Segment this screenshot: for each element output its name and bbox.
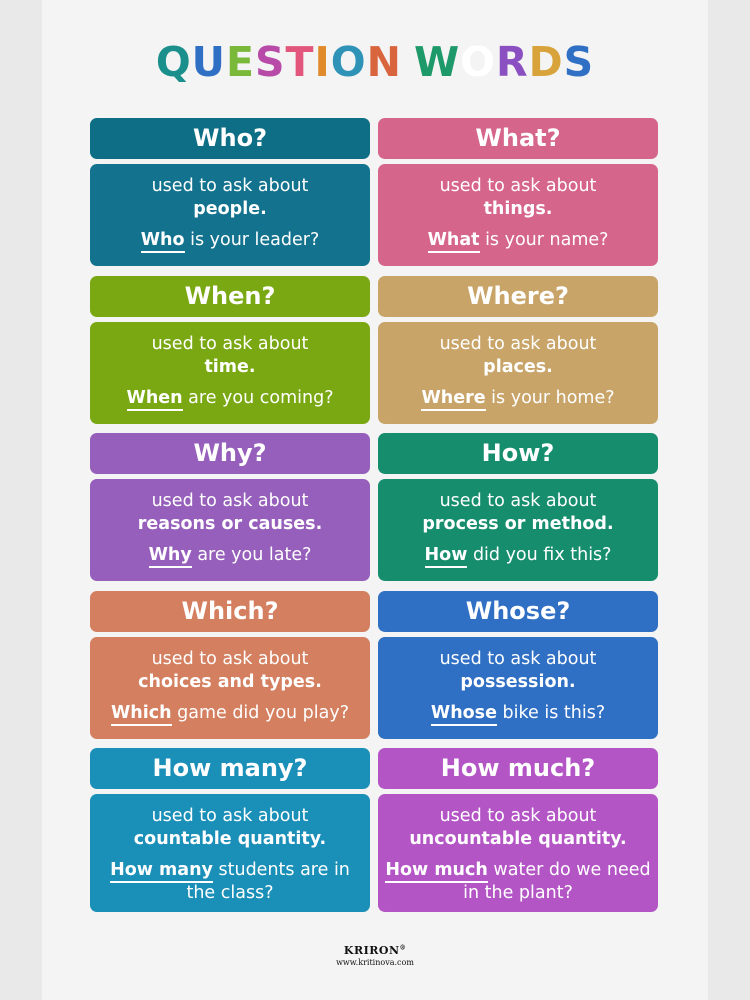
description-topic: people. <box>193 199 267 219</box>
example-keyword: When <box>127 388 183 411</box>
example-rest: game did you play? <box>171 703 350 723</box>
example-keyword: Whose <box>431 703 497 726</box>
card-heading: Who? <box>90 118 370 159</box>
question-card <box>378 591 658 723</box>
example-sentence <box>378 859 658 905</box>
question-card <box>90 118 370 250</box>
title-letter: I <box>314 38 331 86</box>
example-keyword: Who <box>141 230 185 253</box>
example-keyword: How much <box>385 860 487 883</box>
card-description <box>378 805 658 851</box>
example-keyword: How <box>425 545 468 568</box>
example-rest: students are in the class? <box>186 860 350 903</box>
brand-footer <box>0 944 750 967</box>
title-letter: Q <box>155 38 192 86</box>
card-body <box>90 794 370 912</box>
question-card <box>90 433 370 565</box>
example-sentence <box>90 229 370 252</box>
description-line: used to ask about <box>151 491 309 511</box>
brand-name: KRIRON <box>343 944 400 957</box>
title-letter: U <box>191 38 226 86</box>
card-body <box>90 164 370 266</box>
card-body <box>378 479 658 581</box>
title-letter: R <box>496 38 529 86</box>
example-rest: is your leader? <box>184 230 320 250</box>
card-heading: Whose? <box>378 591 658 632</box>
card-description <box>378 333 658 379</box>
card-description <box>378 175 658 221</box>
question-card <box>378 276 658 408</box>
question-card <box>378 433 658 565</box>
example-sentence <box>90 387 370 410</box>
description-line: used to ask about <box>151 649 309 669</box>
description-topic: reasons or causes. <box>137 514 323 534</box>
title-letter: N <box>366 38 402 86</box>
card-heading: What? <box>378 118 658 159</box>
card-body <box>378 794 658 912</box>
example-rest: did you fix this? <box>467 545 612 565</box>
title-letter: W <box>413 38 461 86</box>
card-heading: Why? <box>90 433 370 474</box>
title-letter: T <box>285 38 315 86</box>
description-topic: time. <box>204 357 256 377</box>
example-rest: is your home? <box>485 388 615 408</box>
example-keyword: Which <box>111 703 172 726</box>
brand-url: www.kritinova.com <box>336 958 414 967</box>
card-heading: Where? <box>378 276 658 317</box>
example-sentence <box>378 544 658 567</box>
example-rest: bike is this? <box>496 703 606 723</box>
example-sentence <box>378 387 658 410</box>
example-sentence <box>378 702 658 725</box>
example-rest: are you coming? <box>182 388 334 408</box>
title-letter: O <box>330 38 367 86</box>
example-sentence <box>378 229 658 252</box>
card-body <box>90 637 370 739</box>
example-sentence <box>90 544 370 567</box>
example-keyword: Where <box>421 388 485 411</box>
card-heading: How much? <box>378 748 658 789</box>
example-keyword: Why <box>149 545 192 568</box>
card-heading: Which? <box>90 591 370 632</box>
description-line: used to ask about <box>439 649 597 669</box>
title-letter: O <box>460 38 497 86</box>
description-topic: uncountable quantity. <box>409 829 627 849</box>
title-letter <box>402 38 414 86</box>
description-line: used to ask about <box>439 491 597 511</box>
page-title <box>0 38 750 86</box>
card-description <box>90 333 370 379</box>
question-card <box>90 591 370 723</box>
card-body <box>90 479 370 581</box>
description-line: used to ask about <box>439 806 597 826</box>
card-heading: How many? <box>90 748 370 789</box>
title-letter: S <box>563 38 595 86</box>
card-description <box>378 490 658 536</box>
description-line: used to ask about <box>439 334 597 354</box>
description-topic: possession. <box>460 672 576 692</box>
example-rest: water do we need in the plant? <box>463 860 651 903</box>
example-rest: is your name? <box>479 230 609 250</box>
question-card <box>90 748 370 903</box>
card-heading: When? <box>90 276 370 317</box>
brand-mark: ® <box>399 944 407 952</box>
example-keyword: What <box>428 230 480 253</box>
question-card <box>378 748 658 903</box>
description-line: used to ask about <box>151 334 309 354</box>
question-card <box>90 276 370 408</box>
title-letter: E <box>225 38 255 86</box>
card-description <box>90 648 370 694</box>
description-line: used to ask about <box>151 176 309 196</box>
example-sentence <box>90 859 370 905</box>
description-topic: choices and types. <box>138 672 322 692</box>
example-rest: are you late? <box>191 545 312 565</box>
card-body <box>378 637 658 739</box>
card-description <box>90 490 370 536</box>
description-line: used to ask about <box>151 806 309 826</box>
description-topic: things. <box>483 199 553 219</box>
description-topic: countable quantity. <box>133 829 327 849</box>
description-line: used to ask about <box>439 176 597 196</box>
description-topic: process or method. <box>422 514 614 534</box>
card-description <box>378 648 658 694</box>
card-body <box>90 322 370 424</box>
question-card <box>378 118 658 250</box>
card-body <box>378 164 658 266</box>
description-topic: places. <box>483 357 553 377</box>
card-description <box>90 805 370 851</box>
title-letter: D <box>528 38 564 86</box>
example-keyword: How many <box>110 860 213 883</box>
example-sentence <box>90 702 370 725</box>
card-body <box>378 322 658 424</box>
card-description <box>90 175 370 221</box>
card-heading: How? <box>378 433 658 474</box>
title-letter: S <box>254 38 286 86</box>
